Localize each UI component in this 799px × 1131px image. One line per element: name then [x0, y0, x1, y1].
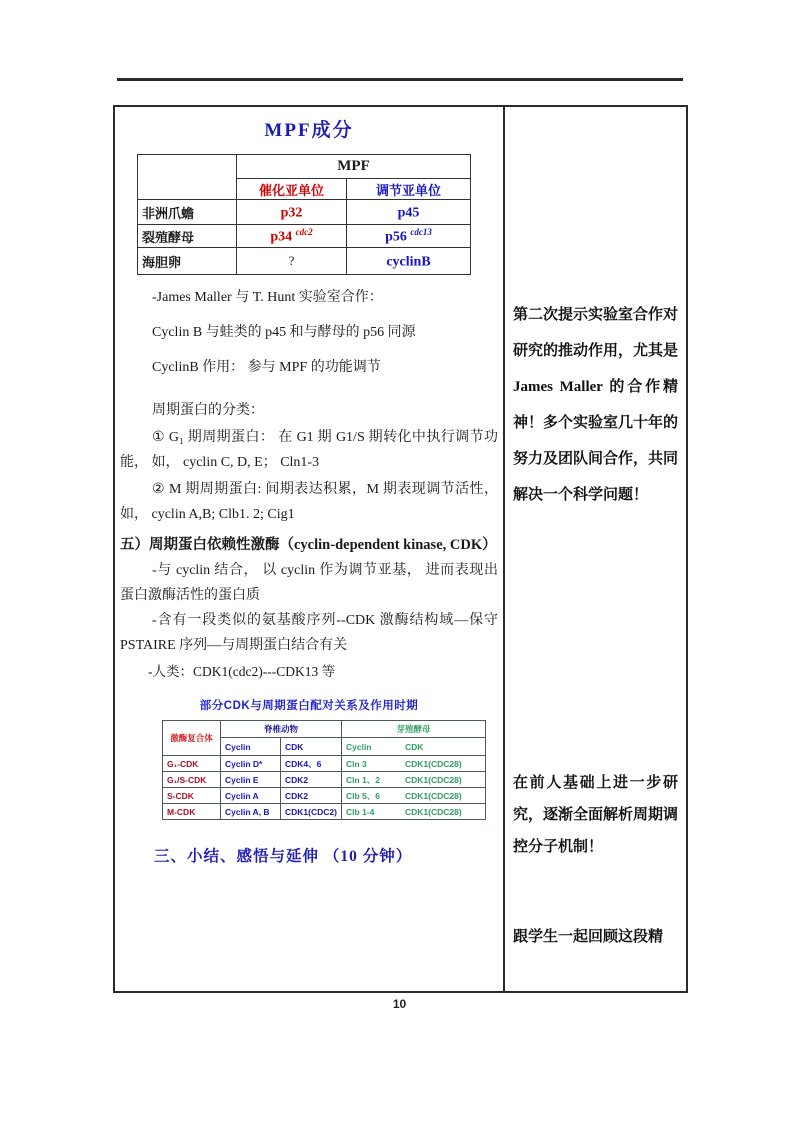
yeast-cyclin-cell: Cln 3: [342, 756, 402, 772]
cdk-table-title: 部分CDK与周期蛋白配对关系及作用时期: [199, 700, 419, 712]
vertebrate-cyclin-cell: Cyclin A, B: [221, 804, 281, 820]
value-text: p45: [397, 205, 420, 221]
value-superscript: cdc13: [410, 226, 432, 237]
vertebrate-cdk-header: CDK: [281, 738, 342, 756]
classification-item: ① G₁ 期周期蛋白： 在 G1 期 G1/S 期转化中执行调节功能， 如， cyclin C, D, E； Cln1-3: [120, 430, 498, 470]
vertebrate-cyclin-header: Cyclin: [221, 738, 281, 756]
classification-heading: 周期蛋白的分类：: [152, 403, 264, 418]
section5-point: -人类：CDK1(cdc2)---CDK13 等: [148, 664, 336, 679]
yeast-cdk-cell: CDK1(CDC28): [401, 804, 486, 820]
vertebrate-cyclin-cell: Cyclin D*: [221, 756, 281, 772]
vertebrate-cdk-cell: CDK2: [281, 788, 342, 804]
catalytic-value: [237, 200, 347, 225]
complex-cell: S-CDK: [163, 788, 221, 804]
catalytic-value: [237, 225, 347, 248]
value-text: p56: [385, 229, 407, 245]
table-row: [138, 155, 471, 179]
note-paragraph: CyclinB 作用： 参与 MPF 的功能调节: [152, 360, 381, 375]
value-text: p32: [280, 205, 303, 221]
yeast-cdk-header: CDK: [401, 738, 486, 756]
catalytic-subunit-header: 催化亚单位: [237, 179, 347, 200]
table-row: [138, 200, 471, 225]
table-row: [138, 225, 471, 248]
classification-item: ② M 期周期蛋白: 间期表达积累，M 期表现调节活性， 如， cyclin A,B; Clb1. 2; Cig1: [120, 482, 498, 522]
yeast-cdk-cell: CDK1(CDC28): [401, 756, 486, 772]
mpf-empty-corner-cell: [138, 155, 237, 200]
value-text: cyclinB: [386, 254, 431, 270]
vertebrate-cyclin-cell: Cyclin A: [221, 788, 281, 804]
catalytic-value: ?: [237, 248, 347, 275]
teacher-note: [513, 297, 678, 513]
page-number: 10: [392, 997, 407, 1011]
value-superscript: cdc2: [295, 226, 313, 237]
complex-cell: G₁-CDK: [163, 756, 221, 772]
yeast-cyclin-header: Cyclin: [342, 738, 402, 756]
table-row: [163, 721, 486, 738]
vertebrate-cdk-cell: CDK4、6: [281, 756, 342, 772]
teacher-note: 跟学生一起回顾这段精: [513, 929, 664, 945]
lesson-plan-table: [113, 105, 688, 993]
content-column: [115, 107, 505, 991]
header-rule: [117, 78, 683, 81]
table-row: [163, 804, 486, 820]
vertebrate-cdk-cell: CDK2: [281, 772, 342, 788]
yeast-cyclin-cell: Clb 5、6: [342, 788, 402, 804]
note-text: 的合作精神！多个实验室几十年的努力及团队间合作，共同解决一个科学问题！: [513, 379, 679, 503]
note-paragraph: -James Maller 与 T. Hunt 实验室合作：: [152, 290, 383, 305]
mpf-components-table: [137, 154, 471, 275]
value-text: p34: [270, 229, 293, 245]
table-row: [138, 248, 471, 275]
complex-cell: G₁/S-CDK: [163, 772, 221, 788]
section5-heading: 五）周期蛋白依赖性激酶（cyclin-dependent kinase, CDK）: [120, 537, 497, 553]
mpf-span-header: MPF: [237, 155, 471, 179]
note-text: 第二次提示实验室合作对研究的推动作用，尤其是: [513, 307, 679, 359]
person-name: James Maller: [513, 379, 603, 395]
vertebrate-group-header: 脊椎动物: [221, 721, 342, 738]
cdk-cyclin-pairing-table: [162, 720, 486, 820]
regulatory-value: [347, 225, 471, 248]
vertebrate-cdk-cell: CDK1(CDC2): [281, 804, 342, 820]
table-row: [163, 788, 486, 804]
table-row: [163, 772, 486, 788]
yeast-group-header: 芽殖酵母: [342, 721, 486, 738]
yeast-cyclin-cell: Clb 1-4: [342, 804, 402, 820]
kinase-complex-header: 激酶复合体: [163, 721, 221, 756]
section5-point: -含有一段类似的氨基酸序列--CDK 激酶结构域—保守 PSTAIRE 序列—与周期蛋白结合有关: [120, 613, 498, 653]
section5-point: -与 cyclin 结合， 以 cyclin 作为调节亚基， 进而表现出蛋白激酶活性的蛋白质: [120, 563, 498, 603]
yeast-cdk-cell: CDK1(CDC28): [401, 772, 486, 788]
organism-label: 裂殖酵母: [138, 225, 237, 248]
mpf-section-title: MPF成分: [264, 120, 354, 141]
regulatory-subunit-header: 调节亚单位: [347, 179, 471, 200]
note-paragraph: Cyclin B 与蛙类的 p45 和与酵母的 p56 同源: [152, 325, 416, 340]
yeast-cdk-cell: CDK1(CDC28): [401, 788, 486, 804]
organism-label: 非洲爪蟾: [138, 200, 237, 225]
regulatory-value: [347, 248, 471, 275]
regulatory-value: [347, 200, 471, 225]
organism-label: 海胆卵: [138, 248, 237, 275]
summary-section-heading: 三、小结、感悟与延伸 （10 分钟）: [154, 848, 413, 865]
table-row: [163, 756, 486, 772]
vertebrate-cyclin-cell: Cyclin E: [221, 772, 281, 788]
yeast-cyclin-cell: Cln 1、2: [342, 772, 402, 788]
complex-cell: M-CDK: [163, 804, 221, 820]
teacher-note: 在前人基础上进一步研究，逐渐全面解析周期调控分子机制！: [513, 775, 679, 855]
teacher-notes-column: [505, 107, 686, 991]
